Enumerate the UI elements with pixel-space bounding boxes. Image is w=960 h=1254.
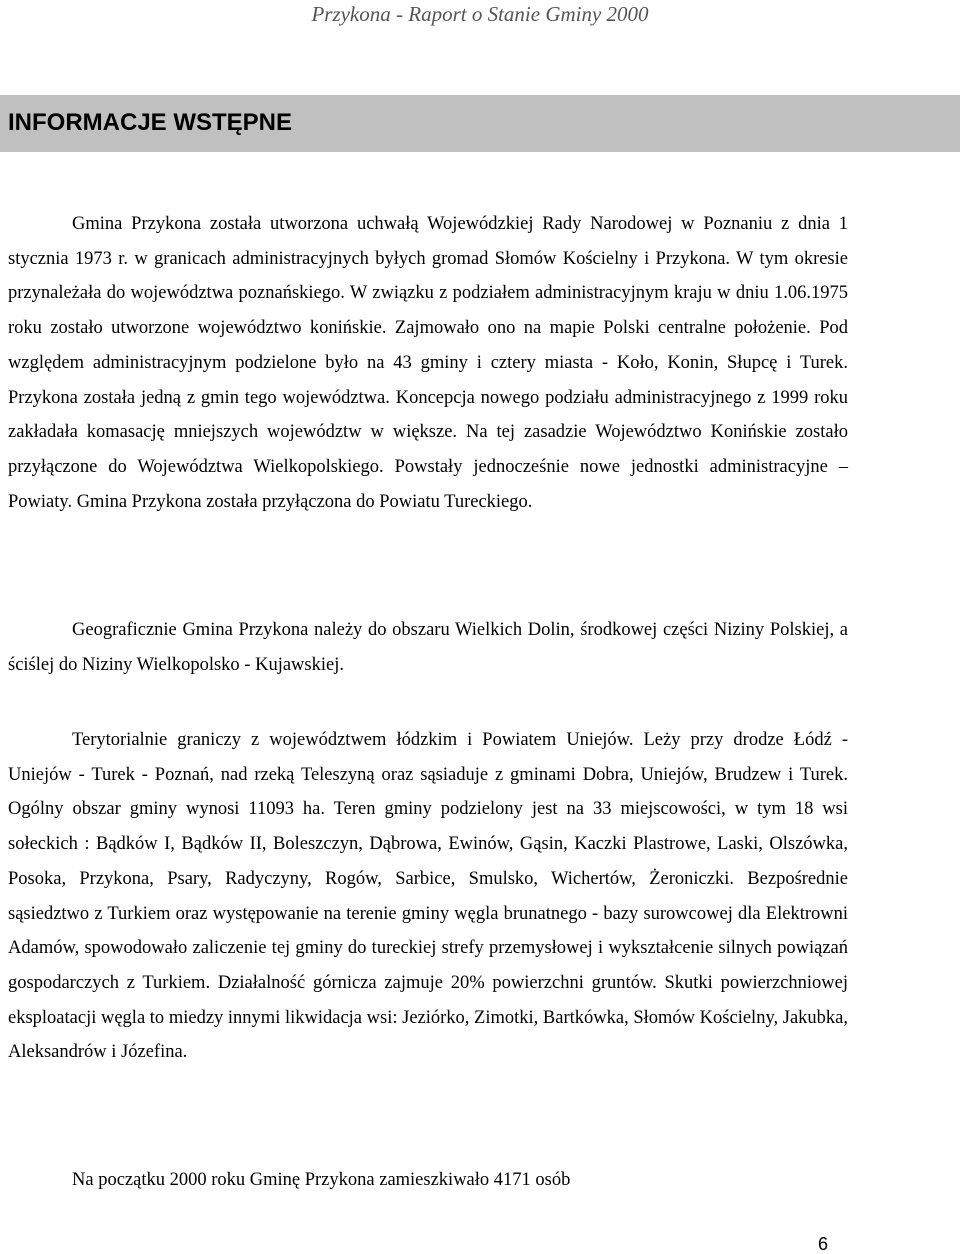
page-number: 6	[818, 1234, 829, 1254]
paragraph-territory: Terytorialnie graniczy z województwem łódzkim i Powiatem Uniejów. Leży przy drodze Łódź - Uniejów - Turek - Poznań, nad rzeką Teleszyną oraz sąsiaduje z gminami Dobra, Uniejów, Brudzew i Turek. Ogólny obszar gminy wynosi 11093 ha. Teren gminy podzielony jest na 33 miejscowości, w tym 18 wsi sołeckich : Bądków I, Bądków II, Boleszczyn, Dąbrowa, Ewinów, Gąsin, Kaczki Plastrowe, Laski, Olszówka, Posoka, Przykona, Psary, Radyczyny, Rogów, Sarbice, Smulsko, Wichertów, Żeroniczki. Bezpośrednie sąsiedztwo z Turkiem oraz występowanie na terenie gminy węgla brunatnego - bazy surowcowej dla Elektrowni Adamów, spowodowało zaliczenie tej gminy do tureckiej strefy przemysłowej i wykształcenie silnych powiązań gospodarczych z Turkiem. Działalność górnicza zajmuje 20% powierzchni gruntów. Skutki powierzchniowej eksploatacji węgla to miedzy innymi likwidacja wsi: Jeziórko, Zimotki, Bartkówka, Słomów Kościelny, Jakubka, Aleksandrów i Józefina.	[8, 730, 848, 1063]
paragraph-population: Na początku 2000 roku Gminę Przykona zamieszkiwało 4171 osób	[72, 1170, 571, 1190]
running-header: Przykona - Raport o Stanie Gminy 2000	[311, 2, 649, 26]
paragraph-history: Gmina Przykona została utworzona uchwałą Wojewódzkiej Rady Narodowej w Poznaniu z dnia 1 stycznia 1973 r. w granicach administracyjnych byłych gromad Słomów Kościelny i Przykona. W tym okresie przynależała do województwa poznańskiego. W związku z podziałem administracyjnym kraju w dniu 1.06.1975 roku zostało utworzone województwo konińskie. Zajmowało ono na mapie Polski centralne położenie. Pod względem administracyjnym podzielone było na 43 gminy i cztery miasta - Koło, Konin, Słupcę i Turek. Przykona została jedną z gmin tego województwa. Koncepcja nowego podziału administracyjnego z 1999 roku zakładała komasację mniejszych województw w większe. Na tej zasadzie Województwo Konińskie zostało przyłączone do Województwa Wielkopolskiego. Powstały jednocześnie nowe jednostki administracyjne – Powiaty. Gmina Przykona została przyłączona do Powiatu Tureckiego.	[8, 214, 848, 512]
paragraph-geography: Geograficznie Gmina Przykona należy do obszaru Wielkich Dolin, środkowej części Niziny Polskiej, a ściślej do Niziny Wielkopolsko - Kujawskiej.	[8, 620, 848, 675]
section-title: INFORMACJE WSTĘPNE	[8, 109, 293, 136]
